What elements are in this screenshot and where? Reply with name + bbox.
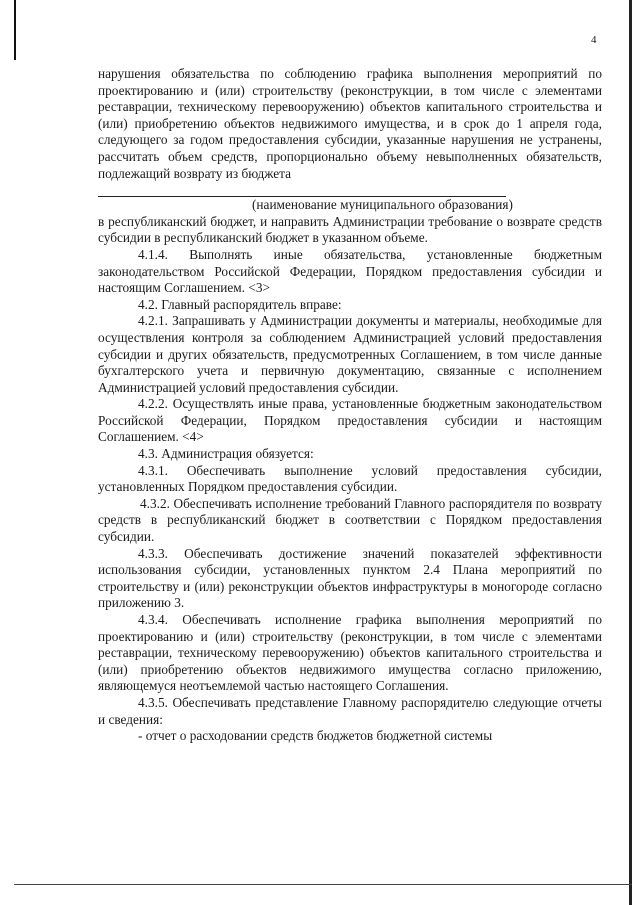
- page-number: 4: [591, 34, 597, 46]
- clause-4-2-2: 4.2.2. Осуществлять иные права, установленные бюджетным законодательством Российской Федерации, Порядком предоставления субсидии и настоящим Соглашением. <4>: [98, 396, 602, 445]
- clause-4-3: 4.3. Администрация обязуется:: [138, 446, 314, 462]
- scan-edge-left: [14, 0, 16, 60]
- clause-4-3-4: 4.3.4. Обеспечивать исполнение графика выполнения мероприятий по проектированию и (или) строительству (реконструкции, в том числе с элементами реставрации, техническому перевооружению) объектов капитального строительства и (или) приобретению объектов недвижимого имущества согласно приложению, являющемуся неотъемлемой частью настоящего Соглашения.: [98, 612, 602, 694]
- clause-4-3-1: 4.3.1. Обеспечивать выполнение условий предоставления субсидии, установленных Порядком предоставления субсидии.: [98, 462, 602, 495]
- clause-4-3-5: 4.3.5. Обеспечивать представление Главному распорядителю следующие отчеты и сведения:: [98, 694, 602, 727]
- paragraph-return-demand: в республиканский бюджет, и направить Администрации требование о возврате средств субсидии в республиканский бюджет в указанном объеме.: [98, 213, 602, 246]
- clause-4-2-1: 4.2.1. Запрашивать у Администрации документы и материалы, необходимые для осуществления контроля за соблюдением Администрацией условий предоставления субсидии и других обязательств, предусмотренных Соглашением, в том числе данные бухгалтерского учета и первичную документацию, связанные с исполнением Администрацией условий предоставления субсидии.: [98, 313, 602, 395]
- clause-4-3-3: 4.3.3. Обеспечивать достижение значений показателей эффективности использования субсидии, установленных пунктом 2.4 Плана мероприятий по строительству и (или) реконструкции объектов инфраструктуры в моногороде согласно приложению 3.: [98, 545, 602, 611]
- scan-edge-right: [629, 0, 632, 905]
- list-item-expense-report: - отчет о расходовании средств бюджетов бюджетной системы: [138, 728, 493, 744]
- blank-caption: (наименование муниципального образования): [252, 197, 513, 213]
- scan-edge-bottom: [14, 884, 632, 885]
- paragraph-violation-text: нарушения обязательства по соблюдению графика выполнения мероприятий по проектированию и (или) строительству (реконструкции, в том числе с элементами реставрации, техническому перевооружению) объектов капитального строительства и (или) приобретению объектов недвижимого имущества, и в срок до 1 апреля года, следующего за годом предоставления субсидии, указанные нарушения не устранены, рассчитать объем средств, пропорционально объему невыполненных обязательств, подлежащий возврату из бюджета: [98, 66, 602, 181]
- clause-4-2: 4.2. Главный распорядитель вправе:: [138, 296, 342, 312]
- clause-4-3-2: 4.3.2. Обеспечивать исполнение требований Главного распорядителя по возврату средств в республиканский бюджет в соответствии с Порядком предоставления субсидии.: [98, 495, 602, 545]
- document-body: [98, 66, 602, 745]
- clause-4-1-4: 4.1.4. Выполнять иные обязательства, установленные бюджетным законодательством Российской Федерации, Порядком предоставления субсидии и настоящим Соглашением. <3>: [98, 246, 602, 296]
